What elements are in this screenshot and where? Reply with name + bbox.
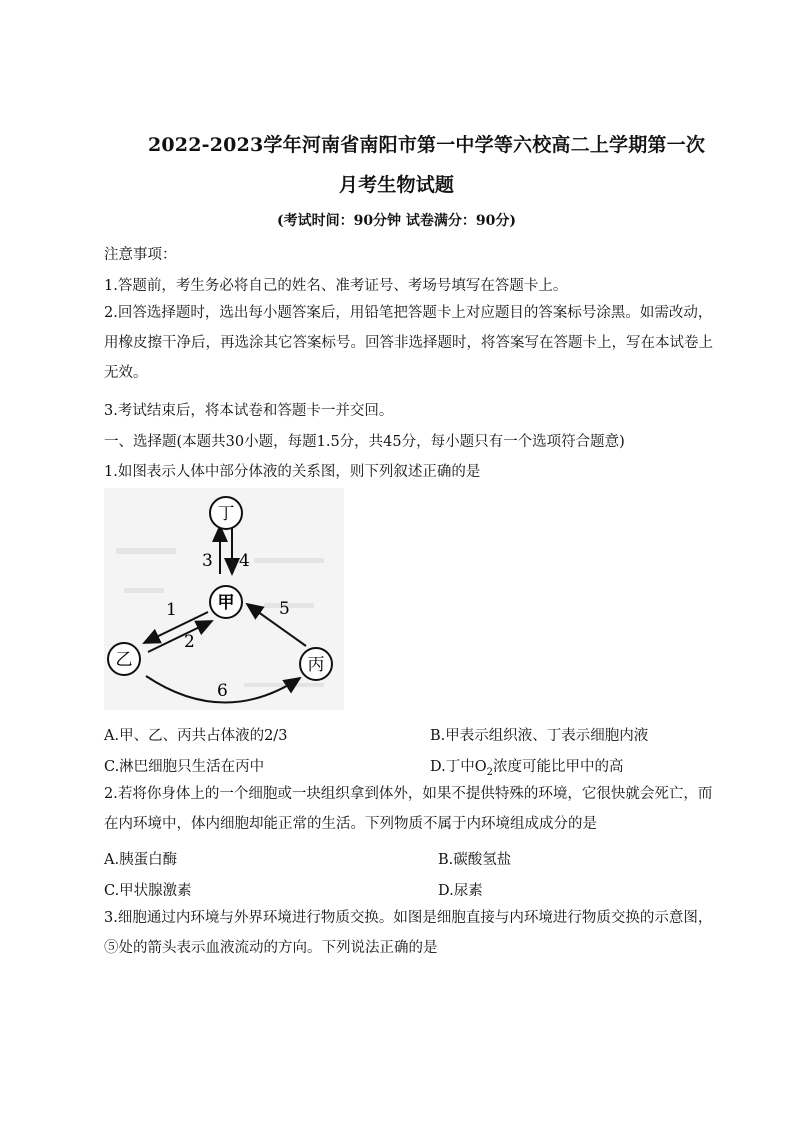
exam-title-line1: 2022-2023学年河南省南阳市第一中学等六校高二上学期第一次	[147, 134, 706, 156]
notice-item-2: 2.回答选择题时，选出每小题答案后，用铅笔把答题卡上对应题目的答案标号涂黑。如需改动，用橡皮擦干净后，再选涂其它答案标号。回答非选择题时，将答案写在答题卡上，写在本试卷上无效。	[104, 305, 713, 381]
question-1-figure	[104, 488, 344, 710]
question-3-stem: 3.细胞通过内环境与外界环境进行物质交换。如图是细胞直接与内环境进行物质交换的示意图，⑤处的箭头表示血液流动的方向。下列说法正确的是	[104, 910, 713, 956]
notice-item-1: 1.答题前，考生务必将自己的姓名、准考证号、考场号填写在答题卡上。	[104, 278, 568, 294]
option-d-suffix: 浓度可能比甲中的高	[492, 759, 624, 775]
arrow-label-3: 3	[202, 551, 213, 571]
question-1-option-d	[430, 755, 623, 778]
arrow-label-1: 1	[166, 600, 177, 620]
question-1-option-a: A.甲、乙、丙共占体液的2/3	[104, 728, 288, 744]
notice-item-3: 3.考试结束后，将本试卷和答题卡一并交回。	[104, 403, 394, 419]
question-1-stem: 1.如图表示人体中部分体液的关系图，则下列叙述正确的是	[104, 464, 481, 480]
section-heading-choice: 一、选择题(本题共30小题，每题1.5分，共45分，每小题只有一个选项符合题意)	[104, 434, 625, 450]
question-2-option-b: B.碳酸氢盐	[438, 852, 512, 868]
node-label-jia: 甲	[217, 593, 235, 613]
node-label-yi: 乙	[115, 650, 133, 670]
question-2-stem: 2.若将你身体上的一个细胞或一块组织拿到体外，如果不提供特殊的环境，它很快就会死亡，而在内环境中，体内细胞却能正常的生活。下列物质不属于内环境组成成分的是	[104, 786, 713, 832]
question-1-option-c: C.淋巴细胞只生活在丙中	[104, 759, 265, 775]
arrow-label-5: 5	[279, 599, 290, 619]
question-2-option-c: C.甲状腺激素	[104, 883, 192, 899]
question-2-option-d: D.尿素	[438, 883, 483, 899]
node-label-bing: 丙	[307, 655, 325, 675]
arrow-label-6: 6	[217, 681, 228, 701]
question-1-option-b: B.甲表示组织液、丁表示细胞内液	[430, 728, 649, 744]
exam-title-line2: 月考生物试题	[338, 174, 455, 196]
option-d-prefix: D.丁中O	[430, 759, 487, 775]
exam-subtitle: (考试时间：90分钟 试卷满分：90分)	[276, 213, 517, 229]
question-2-option-a: A.胰蛋白酶	[104, 852, 178, 868]
option-d-subscript: 2	[486, 766, 493, 778]
node-label-ding: 丁	[217, 504, 235, 524]
arrow-label-4: 4	[239, 551, 250, 571]
arrow-label-2: 2	[184, 632, 195, 652]
notice-heading: 注意事项：	[104, 247, 177, 263]
